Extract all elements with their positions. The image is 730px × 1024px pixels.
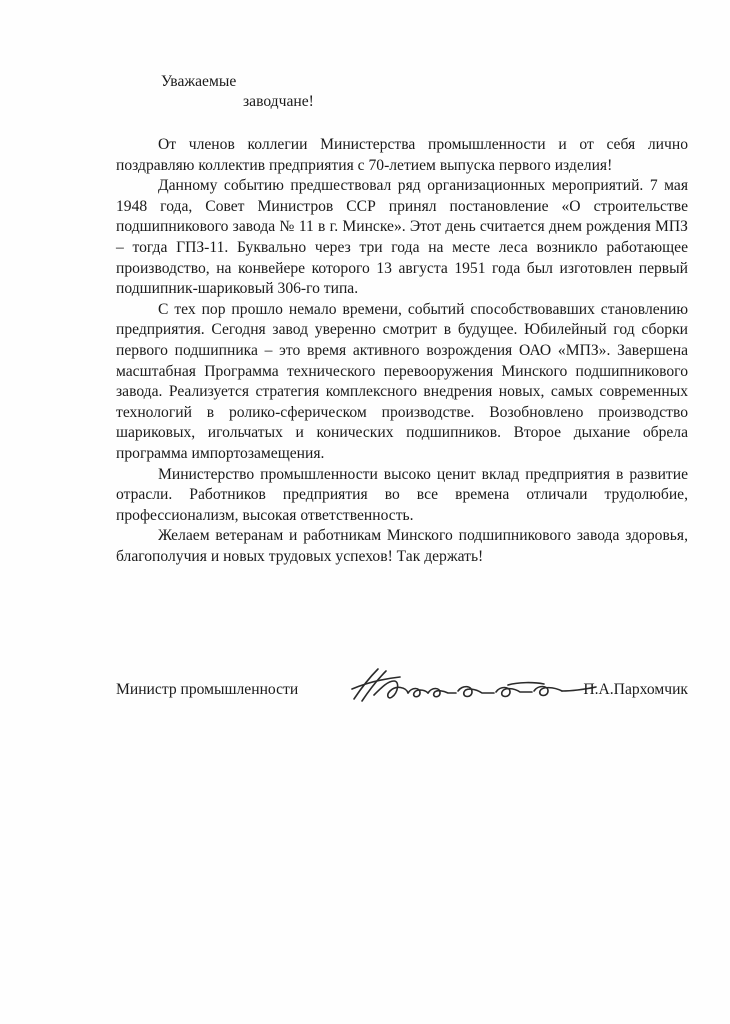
paragraph: Данному событию предшествовал ряд организационных мероприятий. 7 мая 1948 года, Совет Министров ССР принял постановление «О строительстве подшипникового завода № 11 в г. Минске». Этот день считается днем рождения МПЗ – тогда ГПЗ-11. Буквально через три года на месте леса возникло работающее производство, на конвейере которого 13 августа 1951 года был изготовлен первый подшипник-шариковый 306-го типа. <box>116 177 688 298</box>
salutation-line-1: Уважаемые <box>161 73 237 90</box>
salutation-line-2: заводчане! <box>243 93 314 110</box>
signature-block <box>116 679 688 709</box>
letter-body <box>116 135 688 567</box>
signer-title: Министр промышленности <box>116 681 299 698</box>
paragraph: Желаем ветеранам и работникам Минского подшипникового завода здоровья, благополучия и новых трудовых успехов! Так держать! <box>116 527 688 565</box>
paragraph: Министерство промышленности высоко ценит вклад предприятия в развитие отрасли. Работников предприятия во все времена отличали трудолюбие, профессионализм, высокая ответственность. <box>116 465 688 524</box>
paragraph: От членов коллегии Министерства промышленности и от себя лично поздравляю коллектив предприятия с 70-летием выпуска первого изделия! <box>116 136 688 174</box>
signer-name: П.А.Пархомчик <box>583 681 688 698</box>
paragraph: С тех пор прошло немало времени, событий способствовавших становлению предприятия. Сегодня завод уверенно смотрит в будущее. Юбилейный год сборки первого подшипника – это время активного возрождения ОАО «МПЗ». Завершена масштабная Программа технического перевооружения Минского подшипникового завода. Реализуется стратегия комплексного внедрения новых, самых современных технологий в ролико-сферическом производстве. Возобновлено производство шариковых, игольчатых и конических подшипников. Второе дыхание обрела программа импортозамещения. <box>116 300 688 462</box>
